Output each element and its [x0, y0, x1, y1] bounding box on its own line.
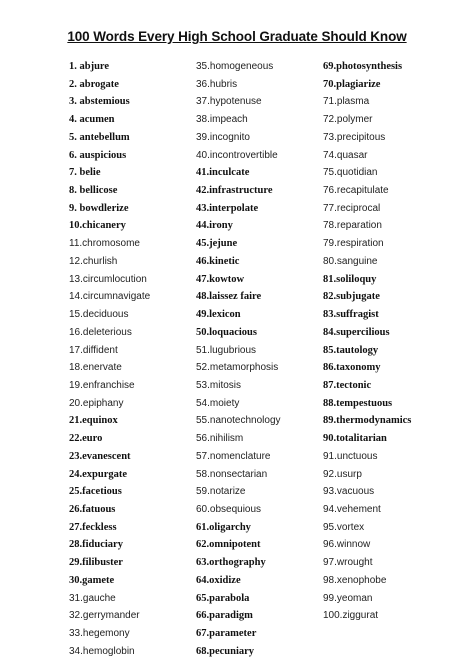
- word-list-item: 100.ziggurat: [323, 610, 379, 622]
- word-list-item: 51.lugubrious: [196, 344, 257, 356]
- word-list-item: 48.laissez faire: [196, 291, 262, 303]
- word-list-item: 97.wrought: [323, 557, 373, 569]
- word-list-item: 50.loquacious: [196, 326, 257, 338]
- word-list-item: 68.pecuniary: [196, 645, 255, 657]
- word-list-item: 90.totalitarian: [323, 433, 387, 445]
- word-list-item: 69.photosynthesis: [323, 61, 403, 72]
- word-list-item: 77.reciprocal: [323, 202, 381, 214]
- word-list-item: 72.polymer: [323, 114, 373, 126]
- word-list-item: 78.reparation: [323, 220, 382, 232]
- word-list-item: 41.inculcate: [196, 167, 250, 179]
- word-list-item: 67.parameter: [196, 628, 257, 639]
- word-list-item: 56.nihilism: [196, 433, 244, 445]
- word-list-item: 52.metamorphosis: [196, 362, 279, 374]
- word-list-item: 84.supercilious: [323, 326, 390, 338]
- word-list-item: 82.subjugate: [323, 291, 380, 303]
- word-list-item: 70.plagiarize: [323, 78, 381, 90]
- word-list-item: 76.recapitulate: [323, 185, 389, 197]
- word-list-item: 49.lexicon: [196, 309, 241, 321]
- word-list-item: 71.plasma: [323, 96, 370, 108]
- word-list-item: 30.gamete: [69, 574, 115, 586]
- word-list-item: 95.vortex: [323, 521, 365, 533]
- word-list-item: 25.facetious: [69, 486, 122, 498]
- word-list-item: 15.deciduous: [69, 309, 129, 321]
- word-list-item: 40.incontrovertible: [196, 149, 278, 161]
- word-list-item: 33.hegemony: [69, 628, 130, 639]
- word-column-2: [196, 58, 316, 660]
- word-list-item: 4. acumen: [69, 114, 115, 126]
- word-list-item: 64.oxidize: [196, 574, 241, 586]
- word-list-item: 93.vacuous: [323, 486, 375, 498]
- word-list-item: 13.circumlocution: [69, 273, 147, 285]
- word-list-item: 83.suffragist: [323, 309, 379, 321]
- word-list-item: 65.parabola: [196, 592, 250, 604]
- word-list-item: 62.omnipotent: [196, 539, 261, 551]
- word-list-item: 14.circumnavigate: [69, 291, 151, 303]
- word-list-item: 24.expurgate: [69, 468, 128, 480]
- word-list-item: 9. bowdlerize: [69, 202, 129, 214]
- word-list-item: 18.enervate: [69, 362, 122, 374]
- word-list-item: 60.obsequious: [196, 503, 262, 515]
- word-list-item: 6. auspicious: [69, 149, 127, 161]
- word-list-item: 12.churlish: [69, 255, 118, 267]
- word-list-item: 94.vehement: [323, 503, 381, 515]
- word-list-item: 91.unctuous: [323, 450, 378, 462]
- word-list-item: 92.usurp: [323, 468, 362, 480]
- word-list-item: 75.quotidian: [323, 167, 378, 179]
- word-list-item: 38.impeach: [196, 114, 248, 126]
- word-list-item: 98.xenophobe: [323, 574, 387, 586]
- word-list-item: 29.filibuster: [69, 557, 123, 569]
- word-list-item: 86.taxonomy: [323, 362, 381, 374]
- word-list-item: 35.homogeneous: [196, 61, 274, 72]
- word-list-item: 42.infrastructure: [196, 185, 273, 197]
- word-list-item: 31.gauche: [69, 592, 116, 604]
- word-list-item: 85.tautology: [323, 344, 379, 356]
- word-column-3: [323, 58, 443, 625]
- word-list-item: 63.orthography: [196, 557, 266, 569]
- word-list-item: 58.nonsectarian: [196, 468, 268, 480]
- word-list-item: 27.feckless: [69, 521, 117, 533]
- word-list-item: 10.chicanery: [69, 220, 126, 232]
- word-list-item: 44.irony: [196, 220, 233, 232]
- word-list-item: 96.winnow: [323, 539, 371, 551]
- word-column-1: [69, 58, 189, 660]
- word-list-item: 16.deleterious: [69, 326, 132, 338]
- word-list-item: 11.chromosome: [69, 238, 140, 250]
- word-list-item: 39.incognito: [196, 131, 250, 143]
- word-list-item: 47.kowtow: [196, 273, 245, 285]
- word-list-item: 28.fiduciary: [69, 539, 123, 551]
- word-list-item: 26.fatuous: [69, 503, 116, 515]
- word-list-item: 59.notarize: [196, 486, 246, 498]
- word-list-item: 8. bellicose: [69, 185, 118, 197]
- word-list-item: 7. belie: [69, 167, 101, 179]
- word-list-item: 81.soliloquy: [323, 273, 377, 285]
- word-list-item: 55.nanotechnology: [196, 415, 281, 427]
- word-list-item: 54.moiety: [196, 397, 240, 409]
- word-list-item: 74.quasar: [323, 149, 368, 161]
- word-list-item: 1. abjure: [69, 61, 110, 72]
- word-list-item: 80.sanguine: [323, 255, 378, 267]
- word-list-item: 21.equinox: [69, 415, 118, 427]
- word-list-item: 66.paradigm: [196, 610, 253, 622]
- word-list-item: 32.gerrymander: [69, 610, 140, 622]
- word-list-item: 20.epiphany: [69, 397, 124, 409]
- word-list-item: 22.euro: [69, 433, 103, 445]
- word-list-item: 43.interpolate: [196, 202, 259, 214]
- word-list-item: 45.jejune: [196, 238, 238, 250]
- word-list-item: 99.yeoman: [323, 592, 373, 604]
- document-title: 100 Words Every High School Graduate Should Know: [67, 29, 407, 44]
- word-list-item: 89.thermodynamics: [323, 415, 412, 427]
- word-list-item: 87.tectonic: [323, 379, 372, 391]
- word-list-item: 37.hypotenuse: [196, 96, 262, 108]
- word-list-item: 79.respiration: [323, 238, 384, 250]
- word-list-item: 73.precipitous: [323, 131, 386, 143]
- word-list-item: 88.tempestuous: [323, 397, 393, 409]
- word-list-item: 53.mitosis: [196, 379, 242, 391]
- word-list-item: 57.nomenclature: [196, 450, 271, 462]
- word-list-item: 17.diffident: [69, 344, 118, 356]
- word-list-item: 5. antebellum: [69, 131, 130, 143]
- word-list-item: 23.evanescent: [69, 450, 131, 462]
- word-list-item: 61.oligarchy: [196, 521, 251, 533]
- word-list-item: 34.hemoglobin: [69, 645, 135, 657]
- word-list-item: 19.enfranchise: [69, 379, 135, 391]
- word-list-item: 46.kinetic: [196, 255, 240, 267]
- word-list-item: 36.hubris: [196, 78, 238, 90]
- word-list-item: 3. abstemious: [69, 96, 130, 108]
- word-list-item: 2. abrogate: [69, 78, 119, 90]
